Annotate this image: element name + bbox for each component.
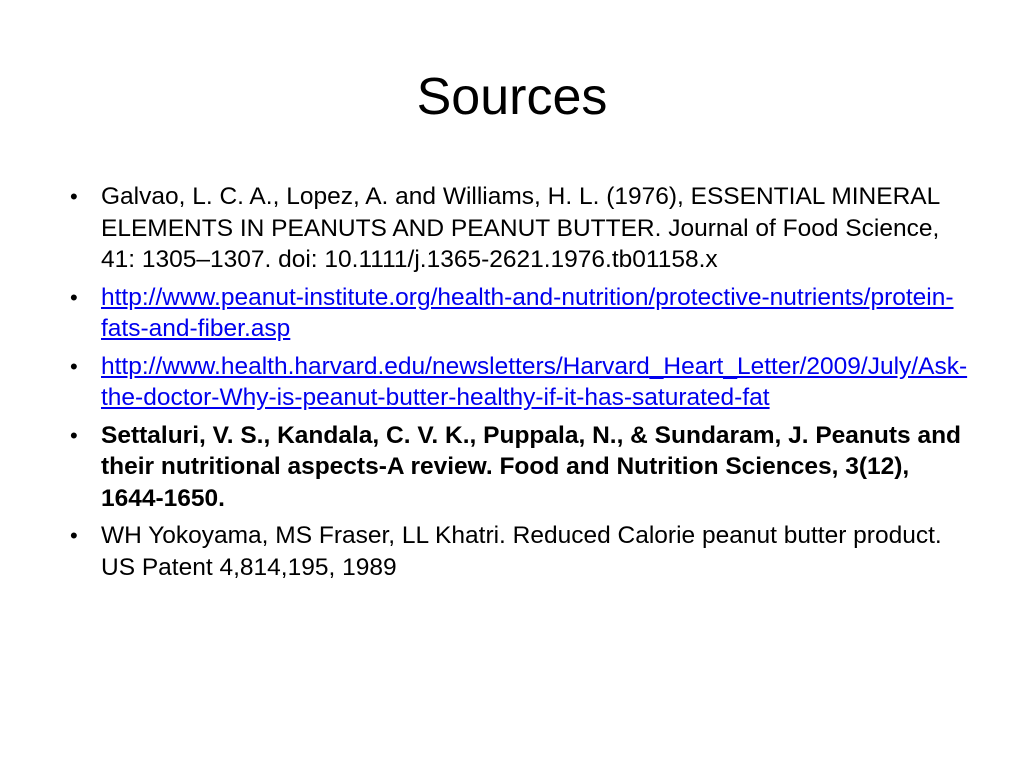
source-item-yokoyama bbox=[70, 520, 970, 583]
source-item-peanut-institute bbox=[70, 282, 970, 345]
source-item-harvard bbox=[70, 351, 970, 414]
bullet-icon: • bbox=[70, 422, 78, 448]
source-text-galvao: Galvao, L. C. A., Lopez, A. and Williams, H. L. (1976), ESSENTIAL MINERAL ELEMENTS IN PEANUTS AND PEANUT BUTTER. Journal of Food Science, 41: 1305–1307. doi: 10.1111/j.1365-2621.1976.tb01158.x bbox=[101, 183, 940, 273]
bullet-icon: • bbox=[70, 284, 78, 310]
source-link-peanut-institute[interactable]: http://www.peanut-institute.org/health-and-nutrition/protective-nutrients/protein-fats-and-fiber.asp bbox=[101, 283, 954, 342]
bullet-icon: • bbox=[70, 523, 78, 548]
source-item-settaluri bbox=[70, 420, 970, 515]
source-item-galvao bbox=[70, 181, 970, 276]
source-text-yokoyama: WH Yokoyama, MS Fraser, LL Khatri. Reduced Calorie peanut butter product. US Patent 4,814,195, 1989 bbox=[101, 522, 942, 581]
source-link-harvard[interactable]: http://www.health.harvard.edu/newsletters/Harvard_Heart_Letter/2009/July/Ask-the-doctor-Why-is-peanut-butter-healthy-if-it-has-saturated-fat bbox=[101, 352, 968, 411]
slide-title: Sources bbox=[416, 68, 608, 126]
bullet-icon: • bbox=[70, 184, 78, 209]
bullet-icon: • bbox=[70, 353, 78, 379]
sources-list bbox=[70, 181, 970, 589]
source-text-settaluri: Settaluri, V. S., Kandala, C. V. K., Puppala, N., & Sundaram, J. Peanuts and their nutritional aspects-A review. Food and Nutrition Sciences, 3(12), 1644-1650. bbox=[101, 421, 962, 512]
